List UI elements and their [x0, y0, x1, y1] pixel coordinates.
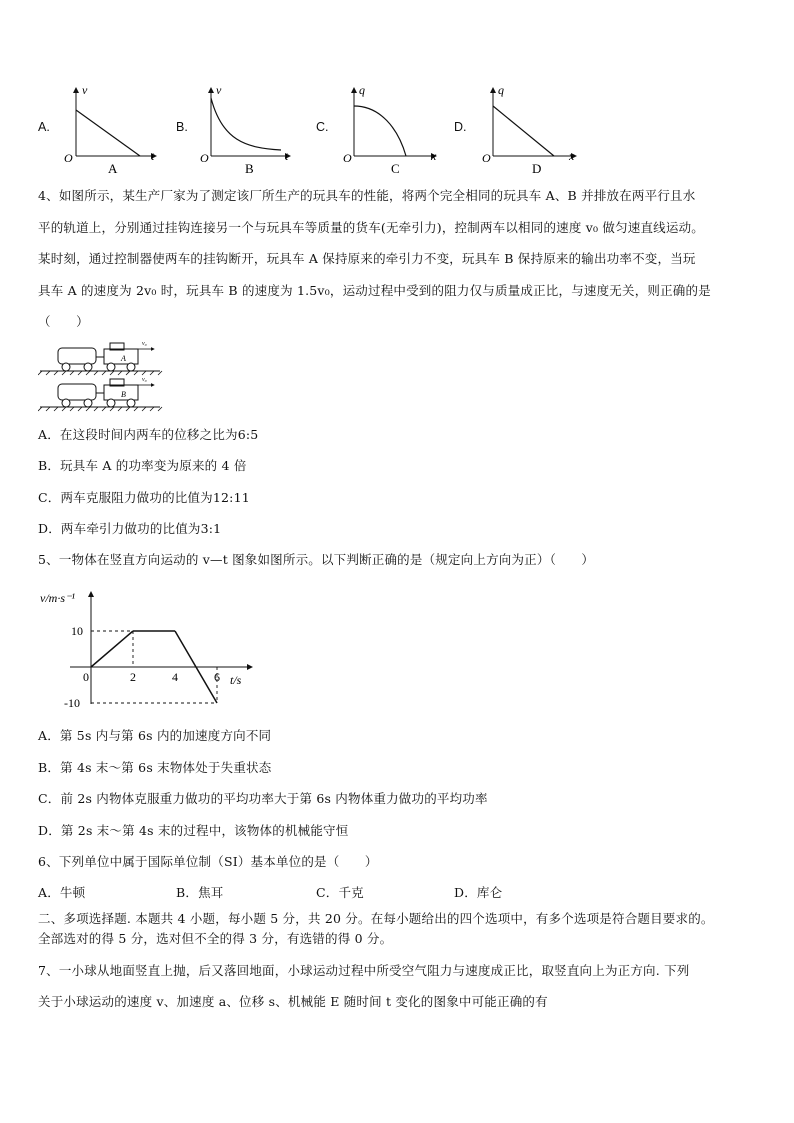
graph-a-origin: O: [64, 151, 73, 165]
graph-c-label: C: [391, 161, 400, 176]
track-a: [38, 371, 162, 375]
toy-car-b: [104, 377, 154, 407]
q5-option-b: B．第 4s 末～第 6s 末物体处于失重状态: [38, 760, 272, 775]
graph-b: [200, 83, 290, 176]
q5-option-a: A．第 5s 内与第 6s 内的加速度方向不同: [38, 728, 272, 743]
graph-b-label: B: [245, 161, 254, 176]
graph-c: [343, 83, 437, 176]
graph-d-xaxis: x: [569, 149, 575, 163]
graph-b-origin: O: [200, 151, 209, 165]
velocity-label-a: v₀: [142, 341, 147, 347]
graph-d-origin: O: [482, 151, 491, 165]
graph-d-yaxis: q: [498, 83, 504, 97]
vt-ylabel: v/m·s⁻¹: [40, 591, 75, 605]
q4-stem-line-3: 某时刻，通过控制器使两车的挂钩断开，玩具车 A 保持原来的牵引力不变，玩具车 B 保持原来的输出功率不变，当玩: [38, 251, 696, 266]
graph-a-yaxis: v: [82, 83, 88, 97]
graph-b-curve: [211, 98, 281, 150]
q5-option-d: D．第 2s 末～第 4s 末的过程中，该物体的机械能守恒: [38, 823, 349, 838]
graph-a-line: [76, 110, 140, 156]
vt-ytick--10: -10: [64, 696, 80, 710]
q6-option-d: D．库仑: [454, 885, 503, 900]
q5-vt-chart: [36, 586, 256, 716]
toy-car-a: [104, 341, 154, 371]
q6-option-c: C．千克: [316, 885, 364, 900]
q4-stem-line-5: （ ）: [38, 314, 89, 329]
graph-c-curve: [354, 106, 406, 156]
cargo-car-top: [58, 348, 104, 371]
q7-line-1: 7、一小球从地面竖直上抛，后又落回地面，小球运动过程中所受空气阻力与速度成正比，取竖直向上为正方向. 下列: [38, 963, 690, 978]
cargo-car-bottom: [58, 384, 104, 407]
graph-a-label: A: [108, 161, 118, 176]
graph-a: [64, 83, 156, 176]
graph-d-label: D: [532, 161, 542, 176]
graph-d-line: [493, 106, 554, 156]
q3-graphs-svg: [0, 80, 794, 180]
q5-stem: 5、一物体在竖直方向运动的 v—t 图象如图所示。以下判断正确的是（规定向上方向为正）（ ）: [38, 552, 595, 567]
q3-option-graphs: [0, 80, 794, 180]
q4-stem-line-2: 平的轨道上，分别通过挂钩连接另一个与玩具车等质量的货车(无牵引力)，控制两车以相同的速度 v₀ 做匀速直线运动。: [38, 220, 704, 235]
q4-stem-line-1: 4、如图所示，某生产厂家为了测定该厂所生产的玩具车的性能，将两个完全相同的玩具车 A、B 并排放在两平行且水: [38, 188, 696, 203]
q4-option-a: A．在这段时间内两车的位移之比为6:5: [38, 427, 259, 442]
graph-c-xaxis: x: [431, 149, 437, 163]
toy-car-a-label: A: [121, 354, 126, 363]
graph-b-yaxis: v: [216, 83, 222, 97]
q3-letter-c: C.: [316, 120, 329, 134]
graph-b-xaxis: t: [285, 149, 289, 163]
q4-figure: [38, 335, 168, 415]
q4-option-c: C．两车克服阻力做功的比值为12:11: [38, 490, 250, 505]
graph-a-xaxis: t: [151, 149, 155, 163]
track-b: [38, 407, 162, 411]
vt-segment-1: [91, 631, 133, 667]
graph-c-yaxis: q: [359, 83, 365, 97]
q5-option-c: C．前 2s 内物体克服重力做功的平均功率大于第 6s 内物体重力做功的平均功率: [38, 791, 488, 806]
section2-line-2: 全部选对的得 5 分，选对但不全的得 3 分，有选错的得 0 分。: [38, 931, 393, 946]
q4-stem-line-4: 具车 A 的速度为 2v₀ 时，玩具车 B 的速度为 1.5v₀，运动过程中受到的阻力仅与质量成正比，与速度无关，则正确的是: [38, 283, 711, 298]
vt-xtick-2: 2: [130, 670, 136, 684]
q4-option-d: D．两车牵引力做功的比值为3:1: [38, 521, 222, 536]
graph-d: [482, 83, 576, 176]
vt-xtick-6: 6: [214, 670, 220, 684]
q6-option-b: B．焦耳: [176, 885, 224, 900]
q4-option-b: B．玩具车 A 的功率变为原来的 4 倍: [38, 458, 247, 473]
vt-ytick-10: 10: [71, 624, 83, 638]
q4-figure-svg: [38, 335, 168, 415]
q6-stem: 6、下列单位中属于国际单位制（SI）基本单位的是（ ）: [38, 854, 378, 869]
toy-car-b-label: B: [121, 390, 126, 399]
graph-c-origin: O: [343, 151, 352, 165]
q3-letter-d: D.: [454, 120, 467, 134]
velocity-label-b: v₀: [142, 377, 147, 383]
q7-line-2: 关于小球运动的速度 v、加速度 a、位移 s、机械能 E 随时间 t 变化的图象中可能正确的有: [38, 994, 548, 1009]
q3-letter-b: B.: [176, 120, 188, 134]
q3-letter-a: A.: [38, 120, 50, 134]
vt-chart-svg: [36, 586, 256, 716]
section2-line-1: 二、多项选择题. 本题共 4 小题，每小题 5 分，共 20 分。在每小题给出的四个选项中，有多个选项是符合题目要求的。: [38, 911, 714, 926]
vt-xtick-4: 4: [172, 670, 178, 684]
vt-xtick-0: 0: [83, 670, 89, 684]
q6-option-a: A．牛顿: [38, 885, 86, 900]
vt-xlabel: t/s: [230, 673, 242, 687]
